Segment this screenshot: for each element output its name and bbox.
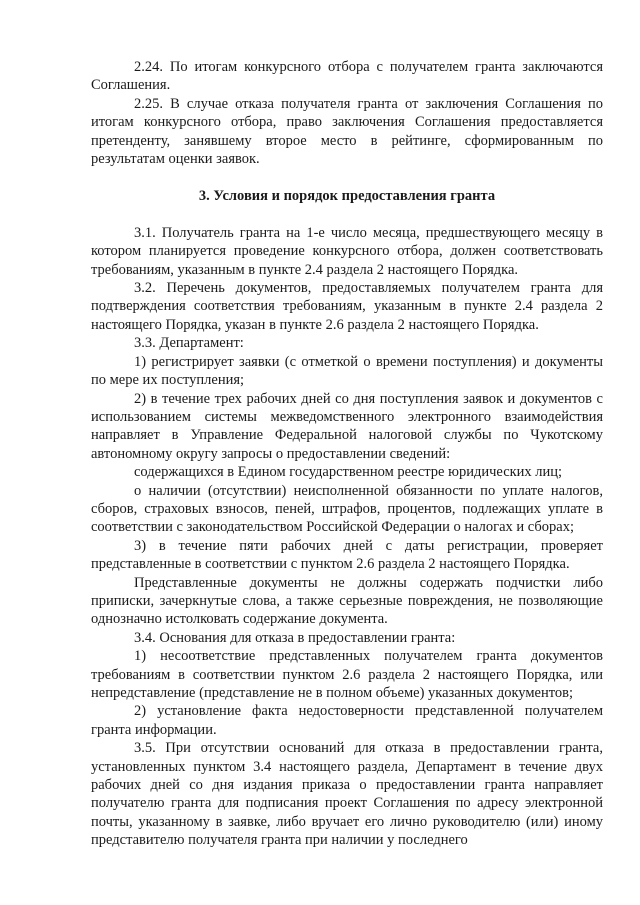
paragraph-2-24: 2.24. По итогам конкурсного отбора с получателем гранта заключаются Соглашения.: [91, 59, 603, 94]
section-heading: 3. Условия и порядок предоставления гранта: [198, 188, 496, 205]
paragraph-3-5: 3.5. При отсутствии оснований для отказа в предоставлении гранта, установленных пунктом 3.4 настоящего раздела, Департамент в течение двух рабочих дней со дня издания приказа о предоставлении гранта направляет получателю гранта для подписания проект Соглашения по адресу электронной почты, указанному в заявке, либо вручает его лично руководителю (или) иному представителю получателя гранта при наличии у последнего: [91, 740, 603, 849]
document-body: [91, 58, 603, 850]
paragraph-2-25: 2.25. В случае отказа получателя гранта от заключения Соглашения по итогам конкурсного отбора, право заключения Соглашения предоставляется претенденту, занявшему второе место в рейтинге, сформированным по результатам оценки заявок.: [91, 95, 603, 168]
paragraph-3-4-item-1: 1) несоответствие представленных получателем гранта документов требованиям в соответствии пунктом 2.6 раздела 2 настоящего Порядка, или непредставление (представление не в полном объеме) указанных документов;: [91, 648, 603, 701]
paragraph-documents-note: Представленные документы не должны содержать подчистки либо приписки, зачеркнутые слова, а также серьезные повреждения, не позволяющие однозначно истолковать содержание документа.: [91, 574, 603, 628]
paragraph-3-3-item-2-a: содержащихся в Едином государственном реестре юридических лиц;: [134, 464, 563, 481]
paragraph-3-2: 3.2. Перечень документов, предоставляемых получателем гранта для подтверждения соответствия требованиям, указанным в пункте 2.4 раздела 2 настоящего Порядка, указан в пункте 2.6 раздела 2 настоящего Порядка.: [91, 280, 603, 333]
paragraph-3-3-item-3: 3) в течение пяти рабочих дней с даты регистрации, проверяет представленные в соответствии с пунктом 2.6 раздела 2 настоящего Порядка.: [91, 537, 603, 573]
paragraph-3-3-item-2: 2) в течение трех рабочих дней со дня поступления заявок и документов с использованием системы межведомственного электронного взаимодействия направляет в Управление Федеральной налоговой службы по Чукотскому автономному округу запросы о предоставлении сведений:: [91, 390, 603, 462]
paragraph-3-3-item-1: 1) регистрирует заявки (с отметкой о времени поступления) и документы по мере их поступления;: [91, 353, 603, 389]
paragraph-3-4-item-2: 2) установление факта недостоверности представленной получателем гранта информации.: [91, 703, 603, 738]
paragraph-3-4: 3.4. Основания для отказа в предоставлении гранта:: [134, 629, 456, 646]
paragraph-3-3: 3.3. Департамент:: [134, 335, 244, 352]
paragraph-3-3-item-2-b: о наличии (отсутствии) неисполненной обязанности по уплате налогов, сборов, страховых взносов, пеней, штрафов, процентов, подлежащих уплате в соответствии с законодательством Российской Федерации о налогах и сборах;: [91, 482, 603, 536]
paragraph-3-1: 3.1. Получатель гранта на 1-е число месяца, предшествующего месяцу в котором планируется проведение конкурсного отбора, должен соответствовать требованиям, указанным в пункте 2.4 раздела 2 настоящего Порядка.: [91, 224, 603, 278]
